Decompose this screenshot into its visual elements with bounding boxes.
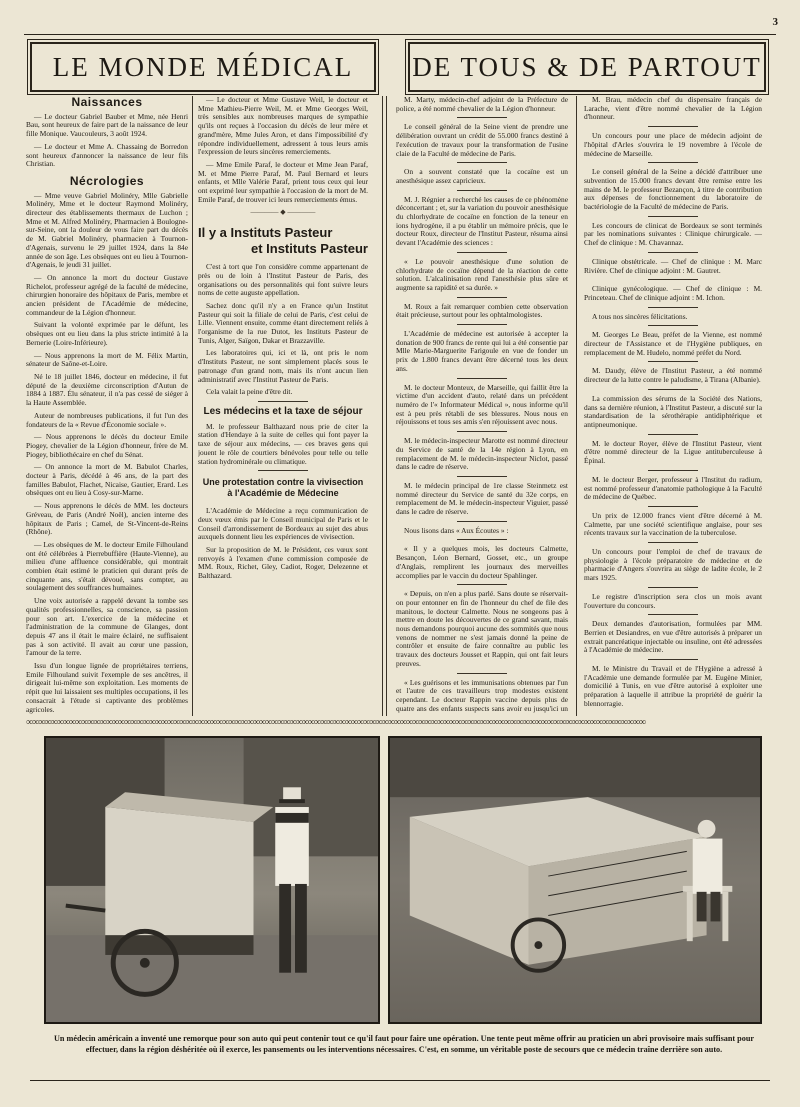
separator-rule — [648, 389, 698, 390]
column-births-obituaries — [26, 96, 188, 714]
pasteur-title-line2: et Instituts Pasteur — [250, 241, 368, 257]
separator-rule — [648, 470, 698, 471]
article-paragraph: M. le docteur Monteux, de Marseille, qui faillit être la victime d'un accident d'auto, relaté dans un précédent numéro de l'« Informateur Médical », nous informe qu'il est à peu près rétabli de ses blessures. Nous nous en réjouissons et tous ses amis s'en réjouissent avec nous. — [396, 382, 568, 427]
article-paragraph: Les laboratoires qui, ici et là, ont pris le nom d'Instituts Pasteur, ne sont simplement placés sous le patronage d'un grand nom, mais ils n'ont aucun lien administratif avec l'Institut Pasteur de Paris. — [198, 348, 368, 384]
article-paragraph: M. Daudy, élève de l'Institut Pasteur, a été nommé directeur de la lutte contre le paludisme, à Tirana (Albanie). — [584, 366, 762, 385]
separator-rule — [457, 584, 507, 585]
births-heading: Naissances — [71, 96, 143, 109]
separator-rule — [648, 659, 698, 660]
article-paragraph: M. le médecin-inspecteur Marotte est nommé directeur du Service de santé de la 14e région à Lyon, en remplacement de M. le médecin-inspecteur Niclot, passé dans le cadre de réserve. — [396, 436, 568, 472]
news-list-2 — [584, 96, 762, 709]
separator-rule — [457, 117, 507, 118]
bottom-rule — [30, 1080, 770, 1081]
article-paragraph: Le conseil général de la Seine vient de prendre une délibération ouvrant un crédit de 55.000 francs destiné à l'exécution de travaux pour la transformation de l'usine claie de la Faculté de médecine de Paris. — [396, 122, 568, 158]
article-paragraph: — On annonce la mort de M. Babulot Charles, docteur à Paris, décédé à 46 ans, de la part des familles Babulot, Flachet, Nicaise, Gautier, Erard. Les obsèques ont eu lieu à Cosy-sur-Marne. — [26, 462, 188, 498]
tax-article-title: Les médecins et la taxe de séjour — [203, 405, 363, 417]
article-paragraph: — Mme Emile Paraf, le docteur et Mme Jean Paraf, M. et Mme Pierre Paraf, M. Paul Bernard et leurs enfants, et Mlle Valérie Paraf, prient tous ceux qui leur ont exprimé leur sympathie à l'occasion de la mort de M. Emile Paraf, de trouver ici leurs remerciements émus. — [198, 159, 368, 204]
pasteur-article-title — [198, 225, 368, 257]
separator-rule — [457, 431, 507, 432]
separator-rule — [648, 252, 698, 253]
article-paragraph: Deux demandes d'autorisation, formulées par MM. Berrien et Desiandres, en vue d'être autorisés à préparer un extrait pancréatique injectable ou insuline, ont été adressées à l'Académie de médecine. — [584, 619, 762, 655]
article-paragraph: — On annonce la mort du docteur Gustave Richelot, professeur agrégé de la faculté de médecine, chirurgien honoraire des hôpitaux de Paris, membre et ancien président de l'Académie de médecine, commandeur de la Légion d'honneur. — [26, 272, 188, 317]
pasteur-title-line1: Il y a Instituts Pasteur — [198, 225, 333, 241]
separator-rule — [457, 162, 507, 163]
vivisection-title-line2: à l'Académie de Médecine — [227, 488, 339, 499]
separator-rule — [648, 361, 698, 362]
vivisection-article-title — [198, 477, 368, 499]
separator-rule — [457, 476, 507, 477]
article-paragraph: M. le docteur Berger, professeur à l'Institut du radium, est nommé professeur d'anatomie pathologique à la Faculté de médecine de Québec. — [584, 474, 762, 502]
article-paragraph: M. Brau, médecin chef du dispensaire français de Larache, vient d'être nommé chevalier de la Légion d'honneur. — [584, 96, 762, 122]
article-paragraph: « Les guérisons et les immunisations obtenues par l'un et l'autre de ces travailleurs trop modestes existent cependant. Le docteur Rappin vaccine depuis plus de quatre ans des enfants suspects sans avoir eu jusqu'ici un — [396, 677, 568, 713]
article-paragraph: Cela valait la peine d'être dit. — [206, 387, 293, 397]
article-paragraph: Un concours pour l'emploi de chef de travaux de physiologie à l'école préparatoire de médecine et de pharmacie d'Angers s'ouvrira au siège de ladite école, le 2 mars 1925. — [584, 547, 762, 583]
separator-rule — [648, 506, 698, 507]
column-institutes — [198, 96, 368, 714]
separator-rule — [648, 325, 698, 326]
separator-rule — [457, 190, 507, 191]
column-rule — [576, 96, 577, 716]
separator-rule — [648, 587, 698, 588]
vivisection-article-body — [198, 507, 368, 581]
obituaries-heading: Nécrologies — [69, 173, 145, 188]
page-number: 3 — [772, 16, 778, 28]
article-paragraph: Né le 18 juillet 1846, docteur en médecine, il fut député de la deuxième circonscription d'Autun de 1884 à 1887. Élu sénateur, il n'a pas cessé de siéger à la Haute Assemblée. — [26, 371, 188, 408]
article-paragraph: L'Académie de médecine est autorisée à accepter la donation de 900 francs de rente qui lui a été consentie par Mlle Marie-Marguerite Farigoule en vue de fonder un prix de 1.800 francs devant être décerné tous les deux ans. — [396, 329, 568, 373]
separator-rule — [648, 542, 698, 543]
photo-caption: Un médecin américain a inventé une remorque pour son auto qui peut contenir tout ce qu'il faut pour faire une opération. Une tente peut même offrir au praticien un abri provisoire mais suffisant pour effectuer, dans la région déshéritée où il exerce, les pansements ou les interventions nécessaires. C'est, en somme, un véritable poste de secours que ce médecin traîne derrière son auto. — [53, 1034, 755, 1054]
article-paragraph: M. Roux a fait remarquer combien cette observation était précieuse, surtout pour les ophtalmologistes. — [396, 301, 568, 320]
separator-rule — [648, 279, 698, 280]
obituaries-list — [26, 192, 188, 714]
article-paragraph: M. le médecin principal de 1re classe Steinmetz est nommé directeur du Service de santé du 32e corps, en remplacement de M. le médecin-inspecteur Viguier, passé dans le cadre de réserve. — [396, 480, 568, 517]
article-paragraph: M. J. Régnier a recherché les causes de ce phénomène déconcertant ; et, sur la variation du pouvoir anesthésique du chlorhydrate de cocaïne en fonction de la teneur en ions hydrogène, il a pu établir un mémoire précis, que le docteur Roux, directeur de l'Institut Pasteur, résuma ainsi devant l'Académie des sciences : — [396, 194, 568, 248]
article-paragraph: M. le Ministre du Travail et de l'Hygiène a adressé à l'Académie une demande formulée par M. Eugène Minier, domicilié à Tunis, en vue d'être autorisé à exploiter une préparation à laquelle il attribue la propriété de guérir la blennorragie. — [584, 664, 762, 708]
separator-rule — [457, 324, 507, 325]
separator-rule — [457, 252, 507, 253]
births-list — [26, 113, 188, 169]
separator-rule — [648, 434, 698, 435]
article-paragraph: C'est à tort que l'on considère comme appartenant de près ou de loin à l'Institut Pasteur de Paris, des organisations ou des personnalités qui font suivre leurs noms de cette auguste appellation. — [198, 262, 368, 298]
decorative-border-band: ∞∞∞∞∞∞∞∞∞∞∞∞∞∞∞∞∞∞∞∞∞∞∞∞∞∞∞∞∞∞∞∞∞∞∞∞∞∞∞∞∞∞∞∞∞∞∞∞∞∞∞∞∞∞∞∞∞∞∞∞∞∞∞∞∞∞∞∞∞∞∞∞∞∞∞∞∞∞∞∞∞∞∞∞∞∞∞∞∞∞∞∞∞∞∞∞∞∞∞∞∞ — [26, 717, 646, 728]
separator-rule — [648, 126, 698, 127]
article-paragraph: Les concours de clinicat de Bordeaux se sont terminés par les nominations suivantes : Clinique chirurgicale. — Chef de clinique : M. Chavannaz. — [584, 220, 762, 248]
column-news-1 — [396, 96, 568, 714]
article-paragraph: Clinique gynécologique. — Chef de clinique : M. Princeteau. Chef de clinique adjoint : M. Ichon. — [584, 284, 762, 302]
separator-ornament — [198, 208, 368, 217]
article-paragraph: — Nous apprenons le décès de MM. les docteurs Gréveau, de Paris (André Noël), ancien interne des hôpitaux de Paris ; Camel, de St-Vincent-de-Reins (Rhône). — [26, 501, 188, 537]
separator-rule — [457, 521, 507, 522]
article-paragraph: « Depuis, on n'en a plus parlé. Sans doute se réservait-on pour entonner en fin de l'honneur du chef de file des manitous, le docteur Calmette. Nous ne songeons pas à mettre en doute les découvertes de ce grand savant, mais nous demandons pourquoi aucune des sommités que nous venons de nommer ne s'est jamais donné la peine de contrôler et ensuite de faire connaître au public les travaux des docteurs Jousset et Rappin, qui ont fait leurs preuves. — [396, 589, 568, 668]
article-paragraph: Nous lisons dans « Aux Écoutes » : — [404, 525, 509, 535]
photo-doctor-with-trailer — [44, 736, 380, 1024]
separator-rule — [258, 401, 308, 402]
article-paragraph: Le registre d'inscription sera clos un mois avant l'ouverture du concours. — [584, 591, 762, 610]
tax-article-body — [198, 423, 368, 467]
article-paragraph: — Les obsèques de M. le docteur Emile Filhouland ont été célébrées à Pierrebuffière (Haute-Vienne), au milieu d'une affluence considérable, qui montrait combien était estimé le praticien qui durant près de cinquante ans, s'était dévoué, sans compter, au soulagement des souffrances humaines. — [26, 539, 188, 593]
separator-rule — [258, 470, 308, 471]
separator-rule — [648, 614, 698, 615]
photo-trailer-with-tent-image — [390, 738, 760, 1022]
article-paragraph: Un prix de 12.000 francs vient d'être décerné à M. Calmette, par une société scientifique anglaise, pour ses récents travaux sur la vaccination de la tuberculose. — [584, 510, 762, 538]
article-paragraph: M. le professeur Balthazard nous prie de citer la station d'Hendaye à la suite de celles qui font payer la taxe de séjour aux médecins, — ces braves gens qui jouent le rôle de courtiers bénévoles pour telle ou telle station hydrominérale ou climatique. — [198, 421, 368, 466]
separator-rule — [648, 307, 698, 308]
article-paragraph: On a souvent constaté que la cocaïne est un anesthésique assez capricieux. — [396, 167, 568, 185]
masthead-left-title: LE MONDE MÉDICAL — [30, 42, 376, 92]
article-paragraph: M. le docteur Royer, élève de l'Institut Pasteur, vient d'être nommé directeur de la Ligue antituberculeuse à Épinal. — [584, 438, 762, 466]
article-paragraph: Sachez donc qu'il n'y a en France qu'un Institut Pasteur qui soit la filiale de celui de Paris, c'est celui de Lille. Viennent ensuite, comme étant directement reliés à l'organisme de la rue Dutot, les Instituts Pasteur de Tunis, Alger, Saïgon, Dakar et Brazzaville. — [198, 300, 368, 345]
article-paragraph: — Nous apprenons la mort de M. Félix Martin, sénateur de Saône-et-Loire. — [26, 350, 188, 369]
separator-rule — [648, 162, 698, 163]
column-rule — [386, 96, 387, 716]
article-paragraph: Clinique obstétricale. — Chef de clinique : M. Marc Rivière. Chef de clinique adjoint : M. Gautret. — [584, 256, 762, 275]
thanks-list — [198, 96, 368, 204]
vivisection-title-line1: Une protestation contre la vivisection — [202, 477, 364, 488]
article-paragraph: Issu d'un longue lignée de propriétaires terriens, Emile Filhouland suivit l'exemple de ses ancêtres, il dirigeait lui-même son exploitation. Les moments de répit que lui laissaient ses multiples occupations, il les consacrait à l'étude si captivante des problèmes agricoles. — [26, 661, 188, 714]
separator-rule — [648, 216, 698, 217]
article-paragraph: La commission des sérums de la Société des Nations, dans sa dernière réunion, à l'Institut Pasteur, a discuté sur la standardisation de la sérothérapie antidiphtérique et antipneumonique. — [584, 393, 762, 429]
separator-rule — [457, 539, 507, 540]
article-paragraph: Sur la proposition de M. le Président, ces vœux sont renvoyés à l'examen d'une commission composée de MM. Roux, Richet, Gley, Cadiot, Roger, Delezenne et Balthazard. — [198, 545, 368, 581]
article-paragraph: — Le docteur et Mme A. Chassaing de Borredon sont heureux d'annoncer la naissance de leur fils Christian. — [26, 141, 188, 169]
article-paragraph: « Le pouvoir anesthésique d'une solution de chlorhydrate de cocaïne dépend de la réaction de cette solution. L'alcalinisation rend l'anesthésie plus sûre et augmente sa rapidité et sa durée. » — [396, 256, 568, 292]
article-paragraph: Suivant la volonté exprimée par le défunt, les obsèques ont eu lieu dans la plus stricte intimité à la Bernerie (Loire-Inférieure). — [26, 320, 188, 347]
column-rule — [192, 96, 193, 716]
pasteur-article-body — [198, 263, 368, 397]
masthead-right-title: DE TOUS & DE PARTOUT — [408, 42, 766, 92]
article-paragraph: Auteur de nombreuses publications, il fut l'un des fondateurs de la « Revue d'Économie sociale ». — [26, 410, 188, 429]
column-news-2 — [584, 96, 762, 714]
separator-rule — [457, 297, 507, 298]
news-list-1 — [396, 96, 568, 714]
article-paragraph: — Nous apprenons le décès du docteur Emile Piogey, chevalier de la Légion d'honneur, frère de M. Piogey, bibliothécaire en chef du Sénat. — [26, 432, 188, 459]
photo-doctor-with-trailer-image — [46, 738, 378, 1022]
article-paragraph: L'Académie de Médecine a reçu communication de deux vœux émis par le Conseil municipal de Paris et le Conseil d'arrondissement de Bordeaux au sujet des abus auxquels donnent lieu les expériences de vivisection. — [198, 506, 368, 542]
article-paragraph: — Le docteur et Mme Gustave Weil, le docteur et Mme Mathieu-Pierre Weil, M. et Mme Georges Weil, très sensibles aux nombreuses marques de sympathie qu'ils ont reçues à l'occasion du décès de leur mère et grand'mère, Mme Jules Aron, et dans l'impossibilité d'y répondre individuellement, adressent à tous leurs amis l'expression de leurs sincères remerciements. — [198, 96, 368, 157]
article-paragraph: M. Marty, médecin-chef adjoint de la Préfecture de police, a été nommé chevalier de la Légion d'honneur. — [396, 96, 568, 113]
article-paragraph: Le conseil général de la Seine a décidé d'attribuer une subvention de 15.000 francs devant être remise entre les mains de M. le professeur Bezançon, à titre de contribution aux dépenses de fonctionnement du laboratoire de bactériologie de la Faculté de médecine de Paris. — [584, 167, 762, 212]
top-rule — [24, 34, 776, 35]
separator-rule — [457, 673, 507, 674]
article-paragraph: Une voix autorisée a rappelé devant la tombe ses qualités professionnelles, sa conscience, sa passion pour son art. L'exercice de la médecine et l'administration de la commune de Glanges, dont depuis 47 ans il était le maire éclairé, ne suffisaient pas à son activité. Il avait au cœur une passion, l'amour de la terre. — [26, 596, 188, 658]
photo-trailer-with-tent — [388, 736, 762, 1024]
article-paragraph: M. Georges Le Beau, préfet de la Vienne, est nommé directeur de l'Assistance et de l'Hygiène publiques, en remplacement de M. Hudelo, nommé préfet du Nord. — [584, 330, 762, 357]
article-paragraph: Un concours pour une place de médecin adjoint de l'hôpital d'Arles s'ouvrira le 19 novembre à l'école de médecine de Marseille. — [584, 131, 762, 158]
separator-rule — [457, 378, 507, 379]
article-paragraph: « Il y a quelques mois, les docteurs Calmette, Besançon, Léon Bernard, Gosset, etc., un groupe d'Anglais, remplirent les journaux des merveilles accomplies par le vaccin du docteur Spahlinger. — [396, 544, 568, 580]
column-rule — [382, 96, 383, 716]
article-paragraph: — Mme veuve Gabriel Molinéry, Mlle Gabrielle Molinéry, Mme et le docteur Raymond Molinéry, directeur des établissements thermaux de Luchon ; Mme et M. Alfred Molinéry, Pharmacien à Boulogne-sur-Seine, ont la douleur de vous faire part du décès de M. Gabriel Molinéry, pharmacien à Tournon-d'Agenais, survenu le 29 juillet 1924, dans la 84e année de son âge. Les obsèques ont eu lieu à Tournon-d'Agenais, le jeudi 31 juillet. — [26, 190, 188, 270]
article-paragraph: — Le docteur Gabriel Bauber et Mme, née Henri Bau, sont heureux de faire part de la naissance de leur fille Monique. Vaucouleurs, 3 août 1924. — [26, 111, 188, 139]
article-paragraph: A tous nos sincères félicitations. — [592, 311, 688, 321]
